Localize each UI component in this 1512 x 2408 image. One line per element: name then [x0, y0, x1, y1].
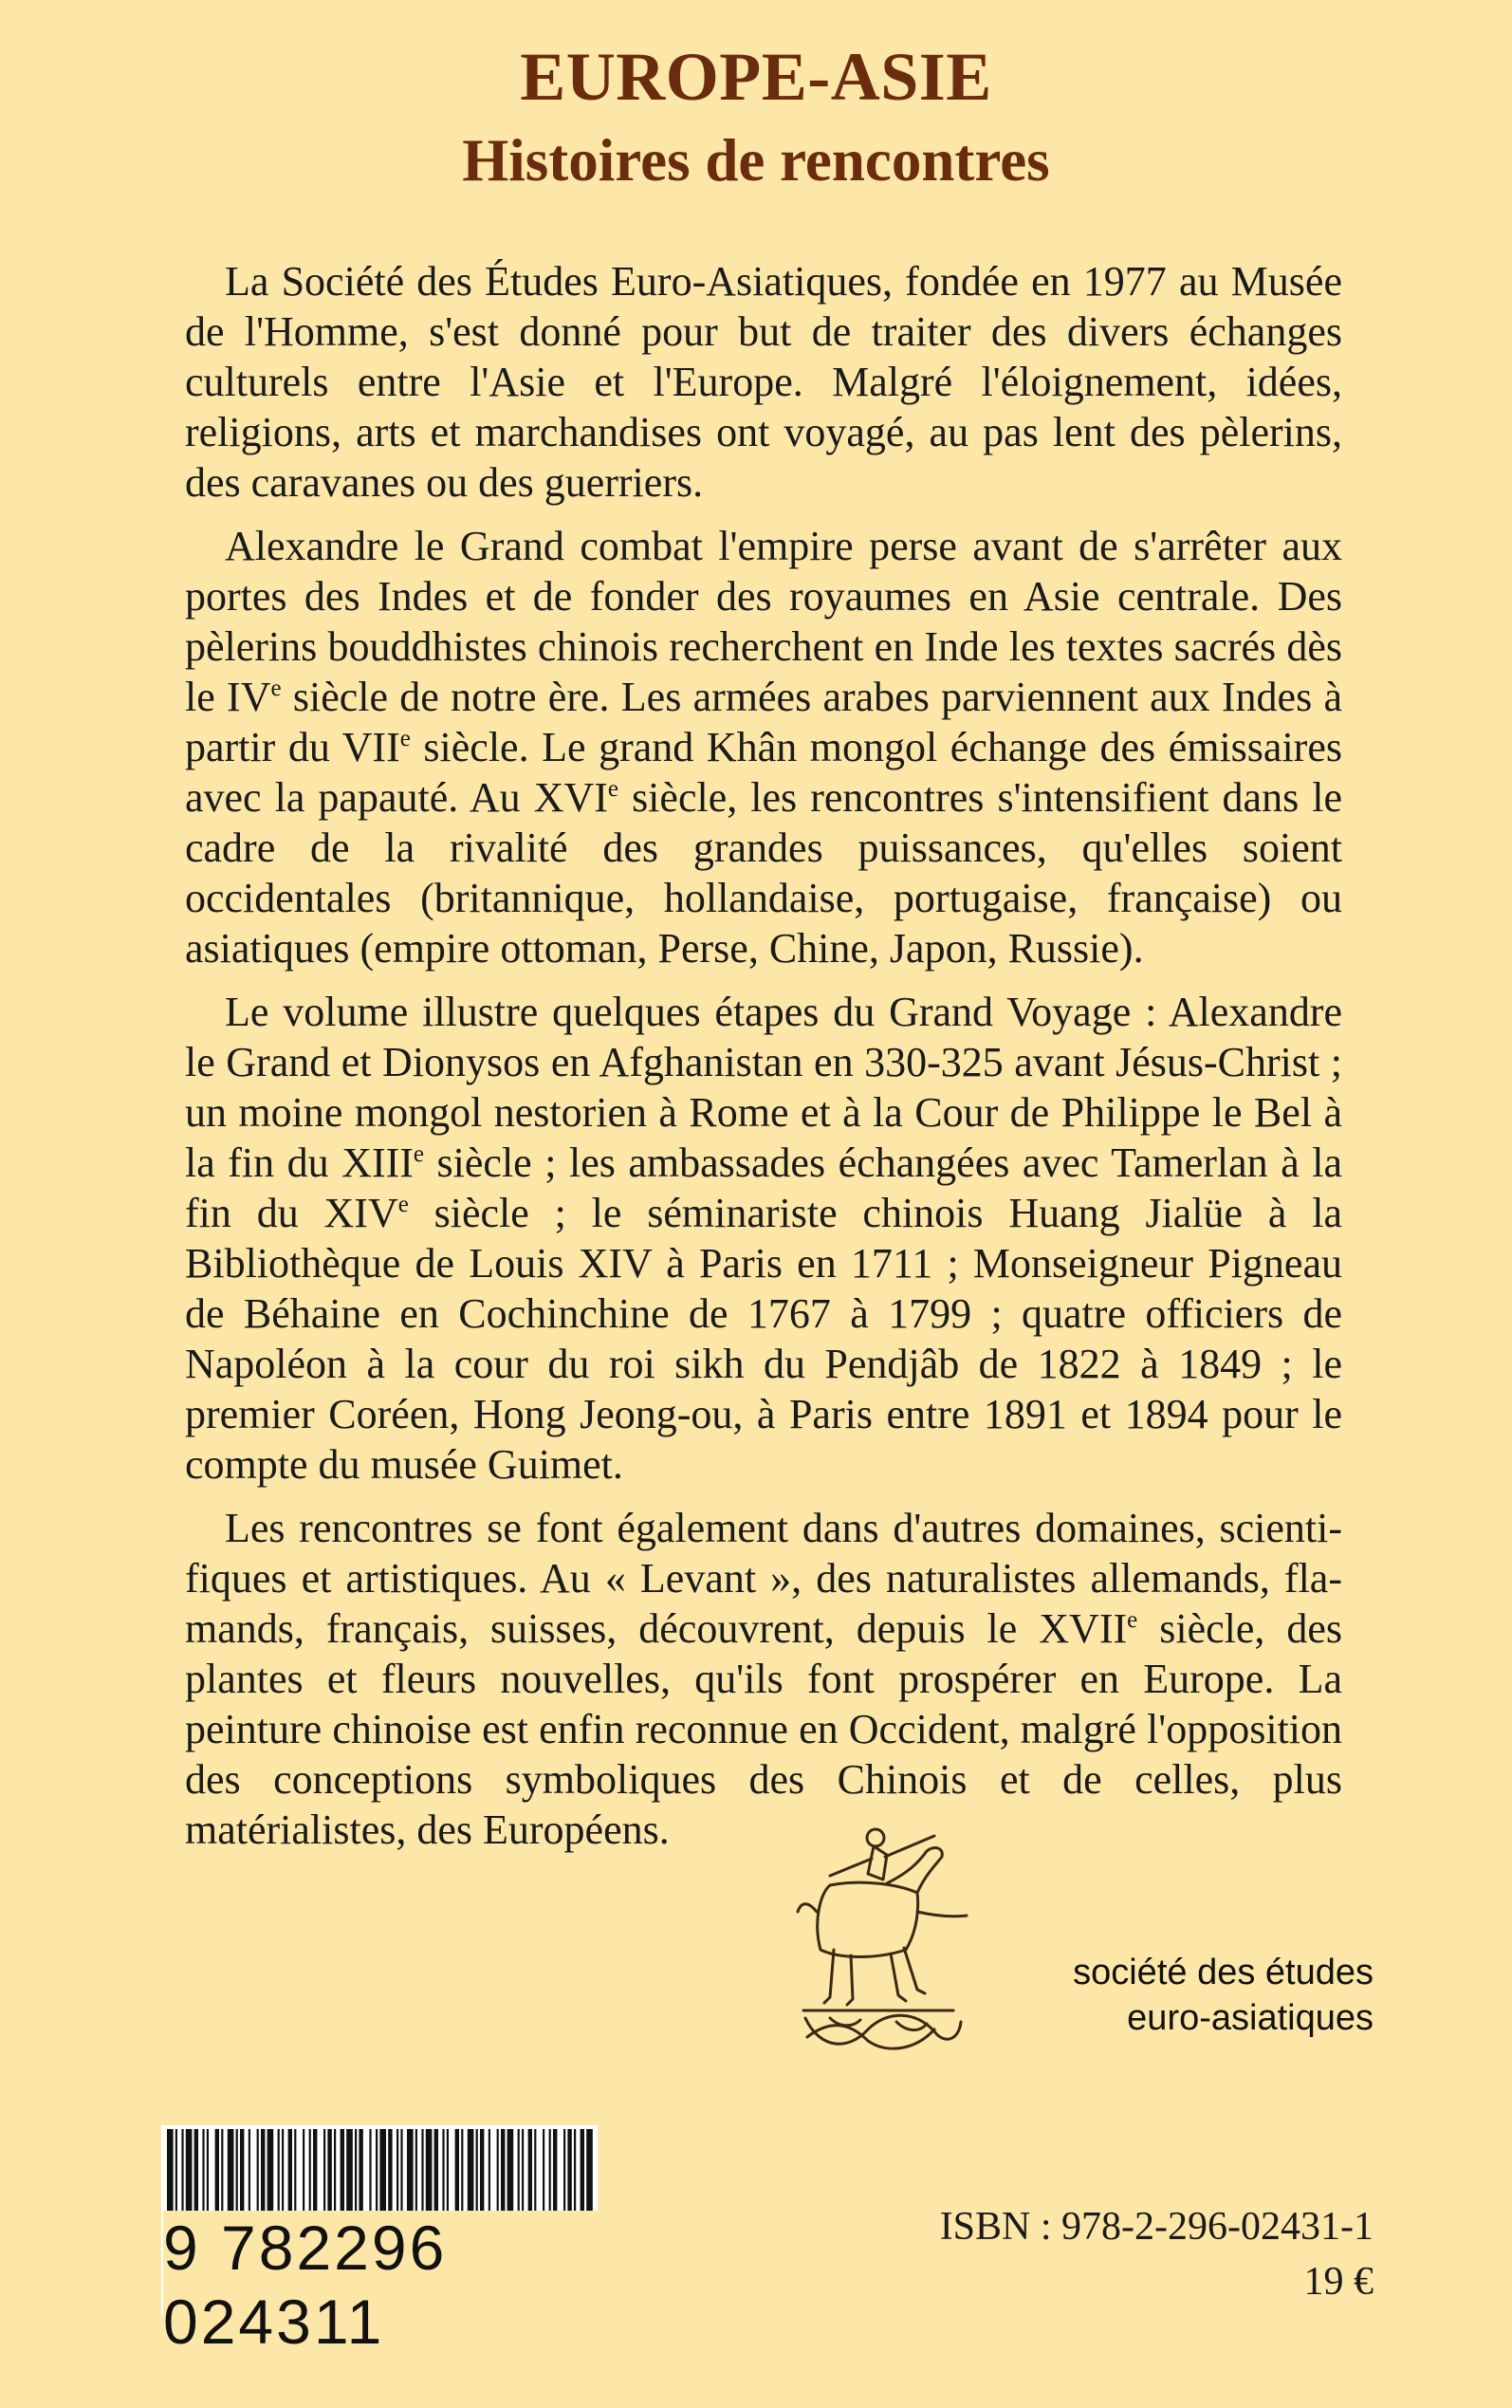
barcode-digits: 9 782296 024311: [163, 2211, 599, 2359]
book-subtitle: Histoires de rencontres: [462, 127, 1050, 194]
paragraph-1: La Société des Études Euro-Asiatiques, fondée en 1977 au Musée de l'Homme, s'est donné pour but de traiter des divers échanges culturels entre l'Asie et l'Europe. Malgré l'éloignement, idées, religions, arts et marchandises ont voyagé, au pas lent des pèlerins, des caravanes ou des guerriers.: [185, 258, 1342, 506]
back-cover-text: [185, 256, 1342, 1868]
book-title: EUROPE-ASIE: [520, 39, 992, 115]
publisher-name: société des études euro-asiatiques: [1073, 1953, 1374, 2038]
horseman-logo-icon: [792, 1817, 972, 2054]
paragraph-4: Les rencontres se font également dans d'autres domaines, scientifiques et artistiques. Au « Levant », des naturalistes allemands, flamands, français, suisses, découvrent, depuis le XVIIe siècle, des plantes et fleurs nouvelles, qu'ils font prospérer en Europe. La peinture chinoise est enfin reconnue en Occident, malgré l'opposition des conceptions symboliques des Chinois et de celles, plus matérialistes, des Européens.: [185, 1505, 1342, 1853]
paragraph-3: Le volume illustre quelques étapes du Grand Voyage : Alexandre le Grand et Dionysos en Afghanistan en 330-325 avant Jésus-Christ ; un moine mongol nestorien à Rome et à la Cour de Philippe le Bel à la fin du XIIIe siècle ; les ambassades échangées avec Tamerlan à la fin du XIVe siècle ; le séminariste chinois Huang Jialüe à la Bibliothèque de Louis XIV à Paris en 1711 ; Monseigneur Pigneau de Béhaine en Cochinchine de 1767 à 1799 ; quatre officiers de Napoléon à la cour du roi sikh du Pendjâb de 1822 à 1849 ; le premier Coréen, Hong Jeong-ou, à Paris entre 1891 et 1894 pour le compte du musée Guimet.: [185, 989, 1342, 1488]
isbn-block: [940, 2199, 1374, 2309]
price: 19 €: [1303, 2260, 1374, 2304]
paragraph-2: Alexandre le Grand combat l'empire perse avant de s'arrêter aux portes des Indes et de fonder des royaumes en Asie centrale. Des pèlerins bouddhistes chinois recherchent en Inde les textes sacrés dès le IVe siècle de notre ère. Les armées arabes parviennent aux Indes à partir du VIIe siècle. Le grand Khân mongol échange des émissaires avec la papauté. Au XVIe siècle, les rencontres s'intensifient dans le cadre de la rivalité des grandes puissances, qu'elles soient occidentales (britannique, hollandaise, portugaise, française) ou asiatiques (empire ottoman, Perse, Chine, Japon, Russie).: [185, 523, 1342, 972]
isbn-number: ISBN : 978-2-296-02431-1: [939, 2205, 1374, 2249]
